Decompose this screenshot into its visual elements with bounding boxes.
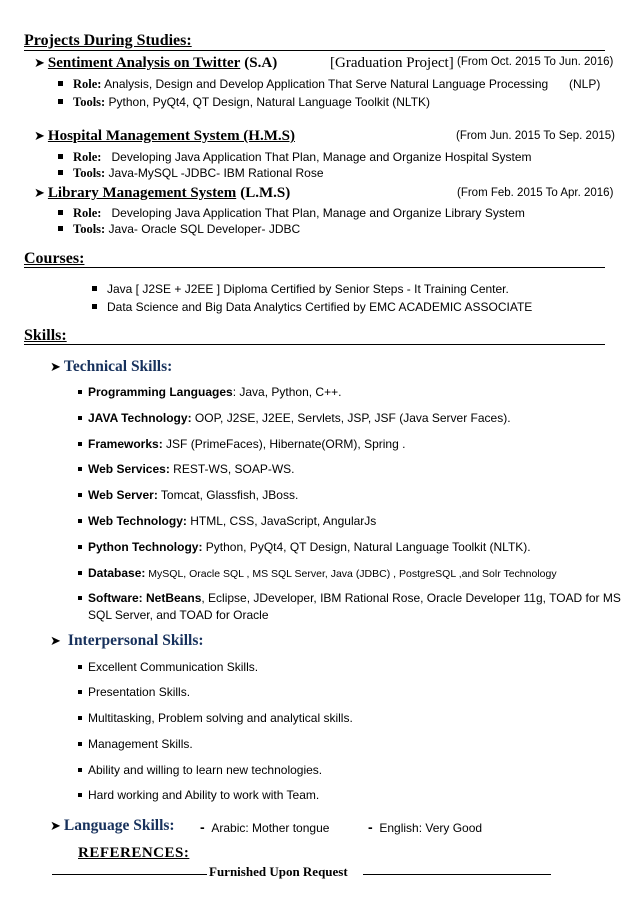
skill-sep: : — [232, 385, 237, 399]
language-item — [368, 819, 482, 835]
technical-skill-item — [78, 591, 621, 605]
language-skills-title-row — [50, 817, 175, 835]
skill-text: Presentation Skills. — [88, 685, 191, 699]
project-date: (From Jun. 2015 To Sep. 2015) — [456, 130, 615, 142]
skill-label: Frameworks: — [88, 437, 163, 451]
square-bullet-icon — [78, 545, 82, 549]
language-skills-title: Language Skills: — [63, 817, 175, 834]
role-text: Developing Java Application That Plan, Manage and Organize Hospital System — [111, 150, 532, 164]
interpersonal-skill-item — [78, 685, 190, 699]
square-bullet-icon — [58, 170, 63, 175]
square-bullet-icon — [78, 467, 82, 471]
role-label: Role: — [73, 77, 102, 91]
tools-text: Python, PyQt4, QT Design, Natural Language Toolkit (NLTK) — [108, 95, 431, 109]
square-bullet-icon — [58, 81, 63, 86]
project-title: Hospital Management System (H.M.S) — [47, 128, 295, 144]
interpersonal-skill-item — [78, 788, 319, 802]
arrow-bullet-icon: ➤ — [50, 360, 61, 375]
technical-skill-item — [78, 566, 557, 580]
square-bullet-icon — [78, 416, 82, 420]
role-label: Role: — [73, 150, 102, 164]
dash-bullet: - — [368, 819, 373, 835]
skill-text: MySQL, Oracle SQL , MS SQL Server, Java (JDBC) , PostgreSQL ,and Solr Technology — [145, 568, 557, 580]
skill-text: Hard working and Ability to work with Team. — [88, 788, 320, 802]
skill-label: Python Technology: — [88, 540, 203, 554]
language-item — [200, 819, 329, 835]
interpersonal-skill-item — [78, 660, 258, 674]
skill-label: Database: — [88, 566, 146, 580]
technical-skill-item — [78, 462, 295, 476]
skill-text: Excellent Communication Skills. — [88, 660, 259, 674]
square-bullet-icon — [58, 210, 63, 215]
skill-text: Management Skills. — [88, 737, 193, 751]
project-abbr: (S.A) — [244, 55, 278, 71]
technical-skill-item — [78, 540, 531, 554]
square-bullet-icon — [78, 519, 82, 523]
square-bullet-icon — [78, 442, 82, 446]
divider — [52, 874, 207, 875]
arrow-bullet-icon: ➤ — [50, 634, 61, 649]
technical-skill-item — [78, 437, 405, 451]
project-date: (From Feb. 2015 To Apr. 2016) — [457, 187, 614, 199]
courses-heading: Courses: — [24, 250, 85, 267]
skill-label: Web Technology: — [88, 514, 187, 528]
square-bullet-icon — [78, 493, 82, 497]
course-item — [92, 282, 509, 296]
role-label: Role: — [73, 206, 102, 220]
skill-text: Tomcat, Glassfish, JBoss. — [157, 488, 299, 502]
course-item — [92, 300, 532, 314]
project-1-role — [58, 77, 548, 92]
technical-skill-item — [78, 488, 298, 502]
technical-skill-item-continuation: SQL Server, and TOAD for Oracle — [88, 608, 269, 622]
project-date: (From Oct. 2015 To Jun. 2016) — [457, 56, 614, 68]
skills-heading: Skills: — [24, 327, 67, 344]
interpersonal-skills-title: Interpersonal Skills: — [67, 632, 204, 649]
skill-text: , Eclipse, JDeveloper, IBM Rational Rose, Oracle Developer 11g, TOAD for MS — [201, 591, 621, 605]
references-text: Furnished Upon Request — [209, 864, 348, 879]
technical-skill-item — [78, 385, 341, 399]
skill-text: Ability and willing to learn new technologies. — [88, 763, 323, 777]
square-bullet-icon — [78, 571, 82, 575]
skill-label: JAVA Technology: — [88, 411, 192, 425]
project-title: Library Management System — [47, 185, 237, 201]
divider — [24, 344, 605, 345]
square-bullet-icon — [78, 716, 82, 720]
square-bullet-icon — [78, 768, 82, 772]
project-abbr: (L.M.S) — [240, 185, 291, 201]
divider — [363, 874, 551, 875]
project-3-title-row — [34, 184, 290, 202]
square-bullet-icon — [78, 742, 82, 746]
course-text: Data Science and Big Data Analytics Certified by EMC ACADEMIC ASSOCIATE — [107, 300, 533, 314]
square-bullet-icon — [78, 665, 82, 669]
project-tag: [Graduation Project] — [330, 55, 454, 71]
skill-label: Software: NetBeans — [88, 591, 202, 605]
language-text: English: Very Good — [379, 821, 483, 835]
technical-skill-item — [78, 514, 376, 528]
arrow-bullet-icon: ➤ — [34, 129, 45, 144]
square-bullet-icon — [78, 793, 82, 797]
divider — [24, 50, 605, 51]
skill-text: HTML, CSS, JavaScript, AngularJs — [186, 514, 377, 528]
square-bullet-icon — [58, 99, 63, 104]
interpersonal-skills-title-row — [50, 632, 204, 650]
interpersonal-skill-item — [78, 737, 193, 751]
square-bullet-icon — [58, 154, 63, 159]
arrow-bullet-icon: ➤ — [50, 819, 61, 834]
tools-label: Tools: — [73, 166, 106, 180]
technical-skills-title: Technical Skills: — [63, 358, 173, 375]
skill-text: REST-WS, SOAP-WS. — [169, 462, 295, 476]
project-3-role — [58, 206, 525, 221]
projects-heading: Projects During Studies: — [24, 32, 192, 49]
skill-label: Programming Languages — [88, 385, 233, 399]
interpersonal-skill-item — [78, 711, 353, 725]
square-bullet-icon — [78, 390, 82, 394]
project-3-tools — [58, 222, 300, 237]
dash-bullet: - — [200, 819, 205, 835]
tools-text: Java-MySQL -JDBC- IBM Rational Rose — [108, 166, 324, 180]
square-bullet-icon — [92, 304, 97, 309]
skill-text: OOP, J2SE, J2EE, Servlets, JSP, JSF (Java Server Faces). — [191, 411, 511, 425]
role-text: Analysis, Design and Develop Application That Serve Natural Language Processing — [104, 77, 549, 91]
role-text: Developing Java Application That Plan, Manage and Organize Library System — [111, 206, 525, 220]
skill-text: JSF (PrimeFaces), Hibernate(ORM), Spring . — [162, 437, 406, 451]
project-title: Sentiment Analysis on Twitter — [47, 55, 241, 71]
project-2-title-row — [34, 127, 295, 145]
square-bullet-icon — [58, 226, 63, 231]
tools-text: Java- Oracle SQL Developer- JDBC — [108, 222, 301, 236]
interpersonal-skill-item — [78, 763, 322, 777]
divider — [24, 267, 605, 268]
skill-text: Java, Python, C++. — [236, 385, 342, 399]
project-2-tools — [58, 166, 324, 181]
square-bullet-icon — [78, 596, 82, 600]
technical-skill-item — [78, 411, 511, 425]
project-1-tools — [58, 95, 430, 110]
tools-label: Tools: — [73, 95, 106, 109]
square-bullet-icon — [78, 690, 82, 694]
skill-label: Web Services: — [88, 462, 170, 476]
arrow-bullet-icon: ➤ — [34, 56, 45, 71]
square-bullet-icon — [92, 286, 97, 291]
course-text: Java [ J2SE + J2EE ] Diploma Certified by Senior Steps - It Training Center. — [107, 282, 509, 296]
project-1-role-extra: (NLP) — [569, 77, 601, 91]
skill-label: Web Server: — [88, 488, 158, 502]
language-text: Arabic: Mother tongue — [211, 821, 330, 835]
project-2-role — [58, 150, 532, 165]
skill-text: Multitasking, Problem solving and analytical skills. — [88, 711, 353, 725]
technical-skills-title-row — [50, 358, 172, 376]
project-1-title-row — [34, 54, 277, 72]
tools-label: Tools: — [73, 222, 106, 236]
skill-text: Python, PyQt4, QT Design, Natural Language Toolkit (NLTK). — [202, 540, 531, 554]
references-heading: REFERENCES: — [78, 845, 190, 861]
arrow-bullet-icon: ➤ — [34, 186, 45, 201]
